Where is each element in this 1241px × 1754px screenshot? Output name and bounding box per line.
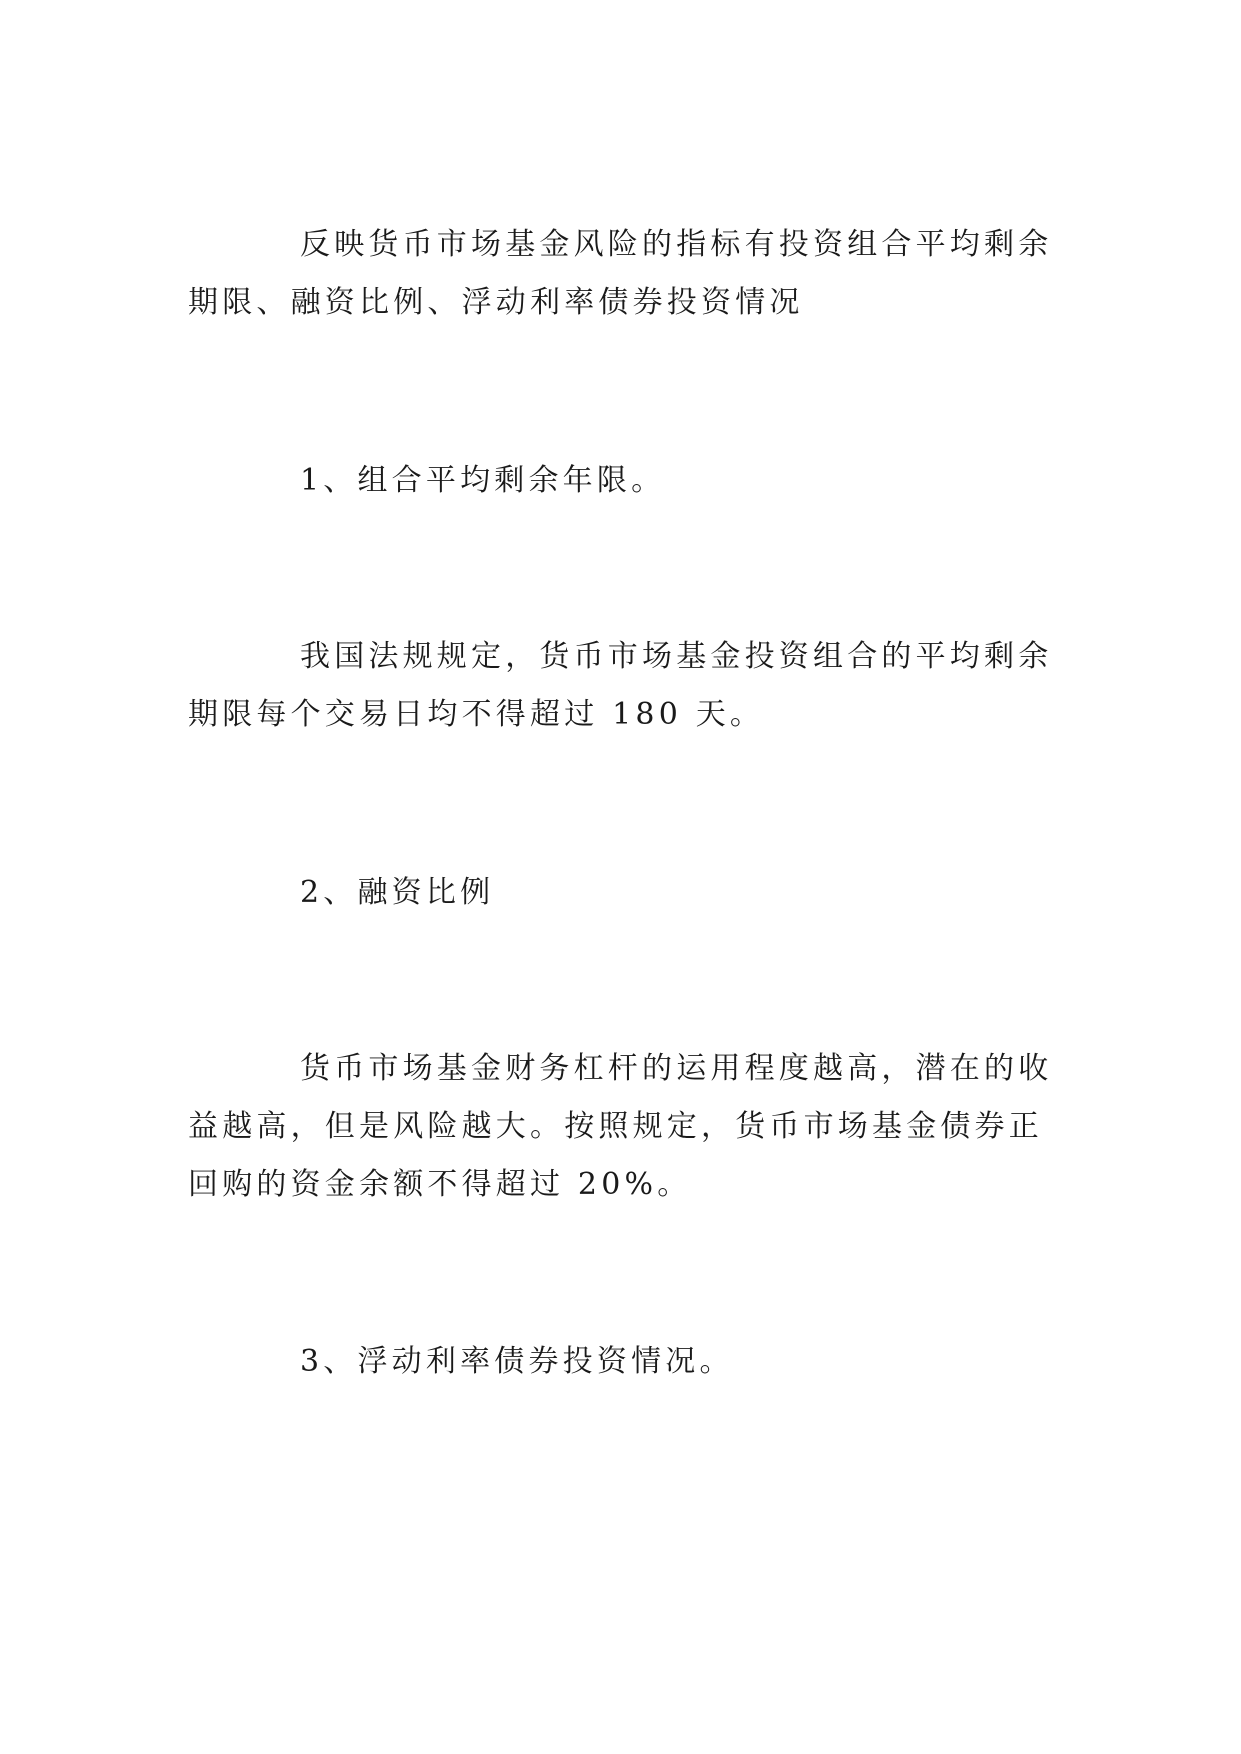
paragraph-intro: 反映货币市场基金风险的指标有投资组合平均剩余期限、融资比例、浮动利率债券投资情况 [188,227,1053,320]
heading-floating-rate-bonds: 3、浮动利率债券投资情况。 [300,1344,734,1379]
paragraph-average-remaining-term: 我国法规规定，货币市场基金投资组合的平均剩余期限每个交易日均不得超过 180 天。 [188,639,1053,732]
paragraph-financing-ratio: 货币市场基金财务杠杆的运用程度越高，潜在的收益越高，但是风险越大。按照规定，货币市场基金债券正回购的资金余额不得超过 20%。 [188,1051,1053,1202]
heading-average-remaining-term: 1、组合平均剩余年限。 [300,463,666,498]
heading-financing-ratio: 2、融资比例 [300,875,495,910]
